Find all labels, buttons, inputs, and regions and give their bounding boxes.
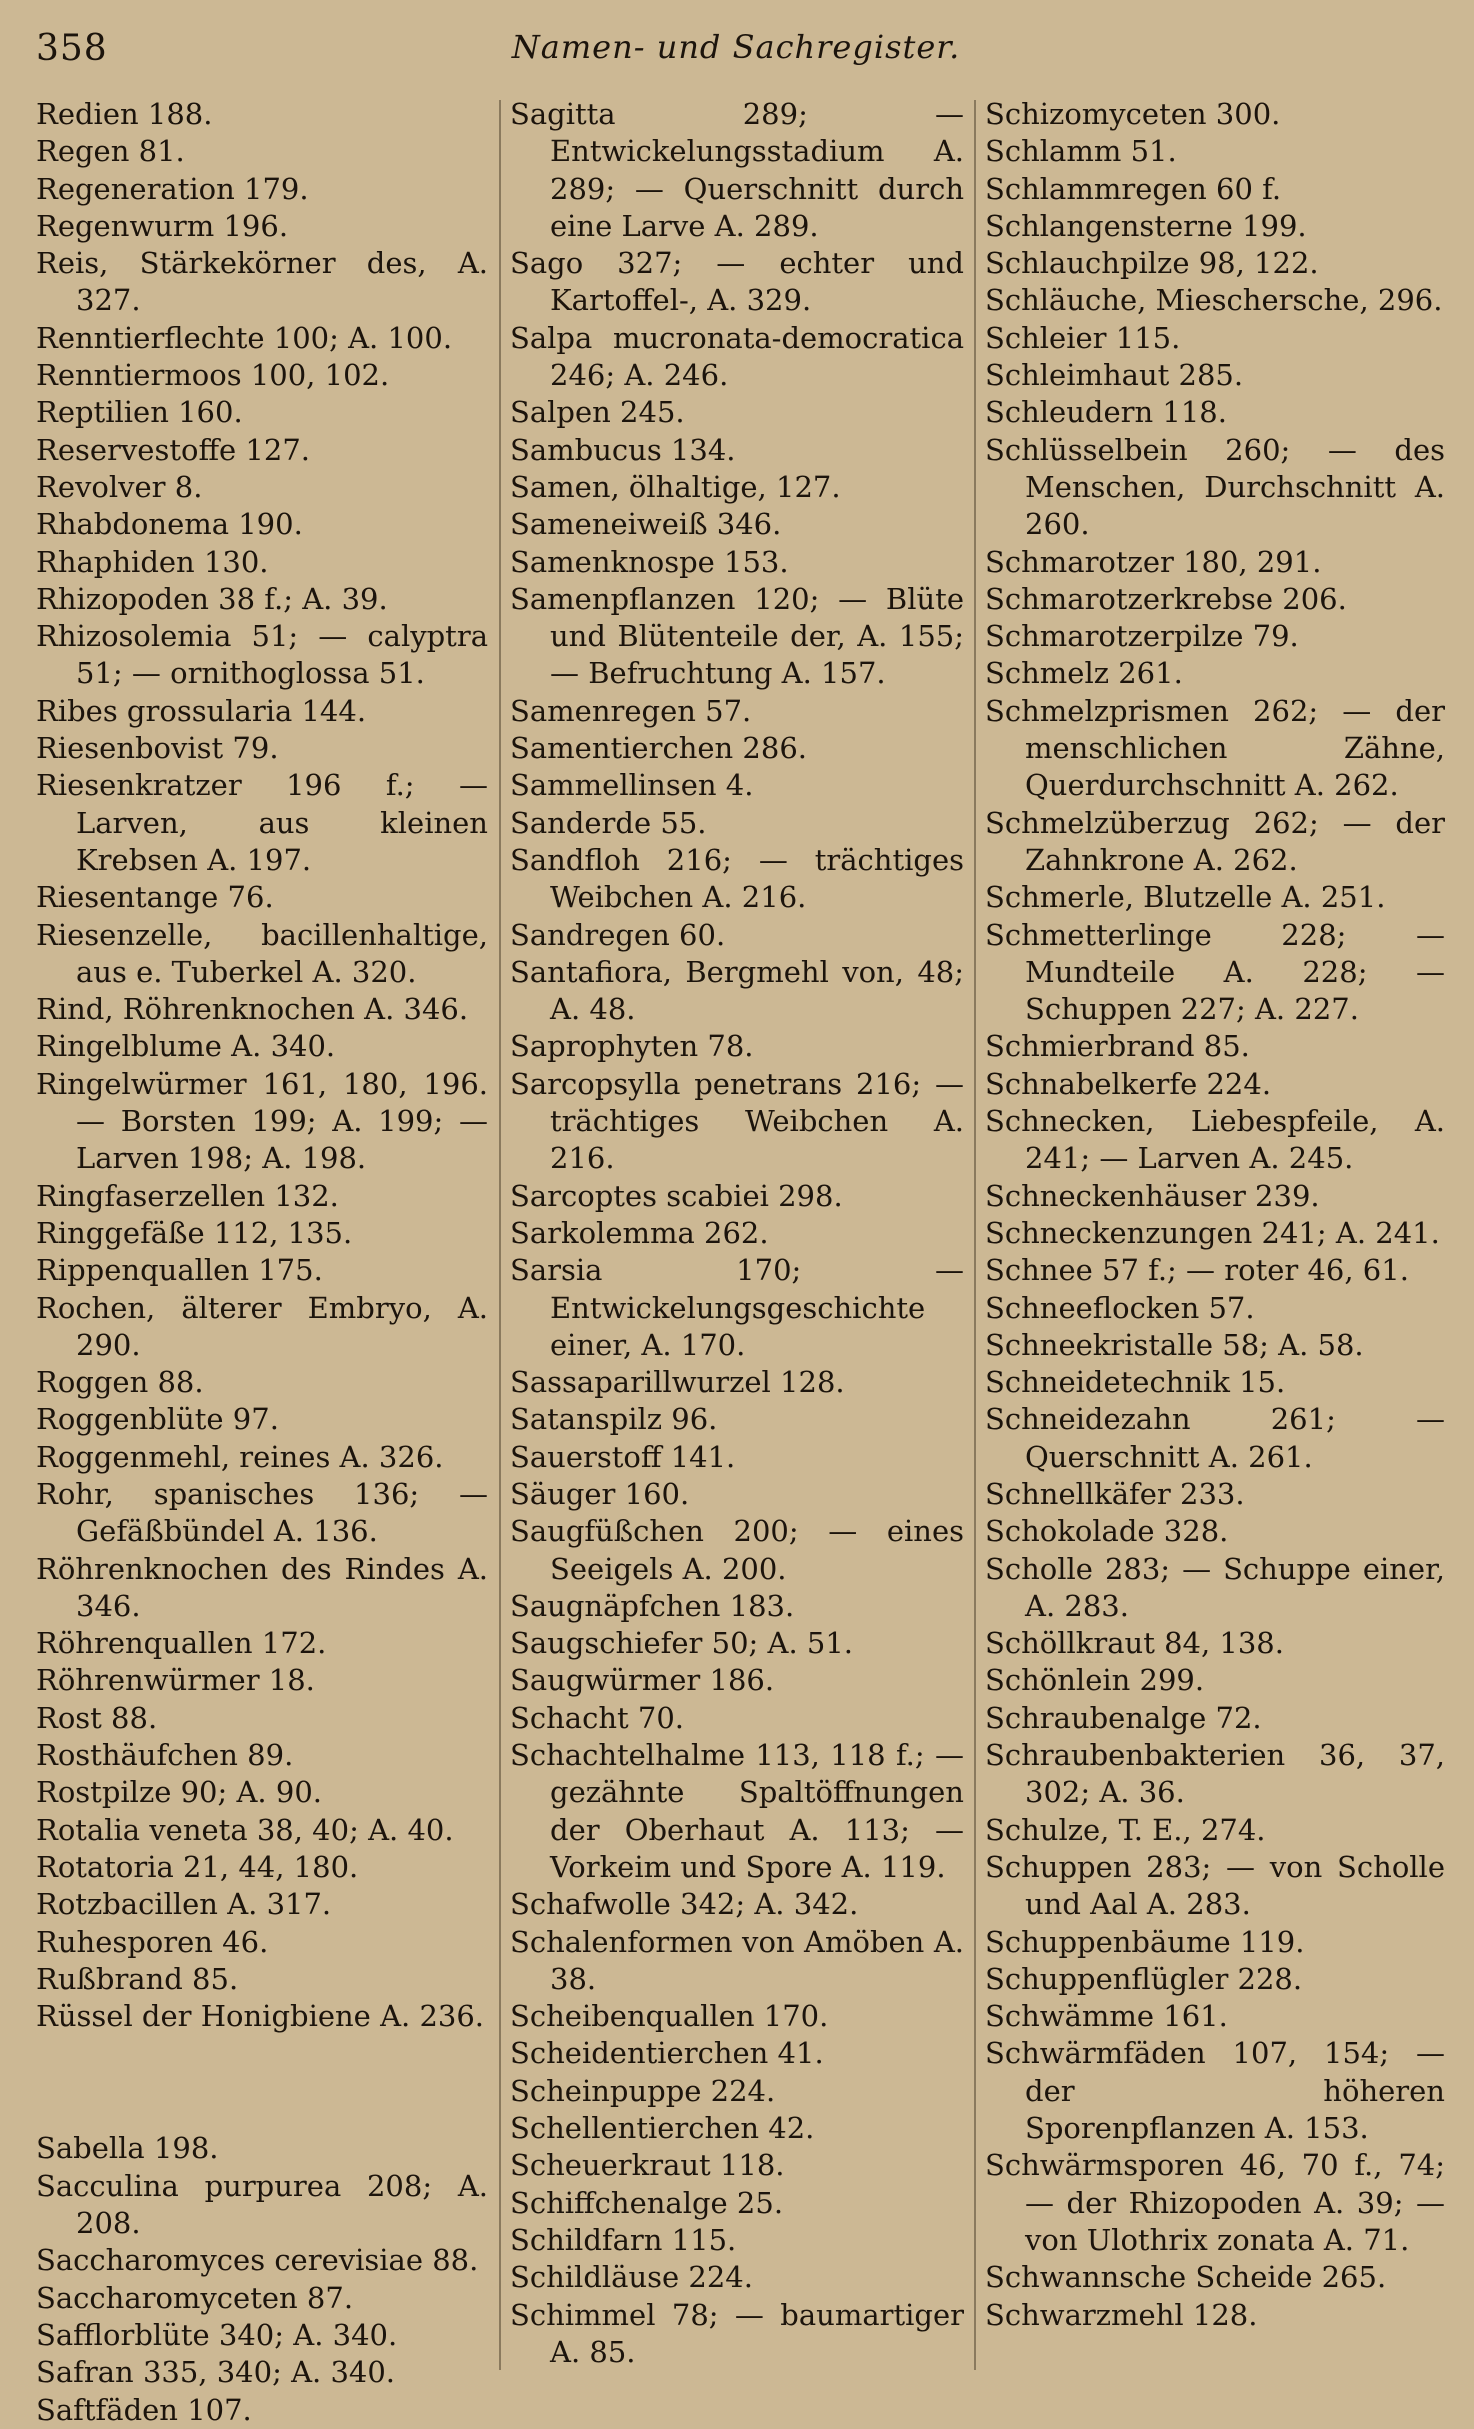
index-entry: Schleier 115. — [985, 320, 1181, 355]
page-header — [36, 28, 1436, 76]
index-entry: Revolver 8. — [36, 469, 203, 504]
index-entry: Schmarotzerkrebse 206. — [985, 581, 1347, 616]
index-entry: Schöllkraut 84, 138. — [985, 1626, 1284, 1661]
index-entry: Schafwolle 342; A. 342. — [510, 1887, 859, 1922]
index-entry: Reptilien 160. — [36, 395, 243, 430]
index-entry: Samenknospe 153. — [510, 544, 789, 579]
index-entry: Schneekristalle 58; A. 58. — [985, 1327, 1364, 1362]
index-column-3 — [985, 96, 1445, 2366]
index-entry: Schmierbrand 85. — [985, 1029, 1250, 1064]
index-entry: Ringelblume A. 340. — [36, 1029, 336, 1064]
index-entry: Redien 188. — [36, 97, 213, 131]
index-entry: Rotzbacillen A. 317. — [36, 1887, 332, 1922]
index-entry: Safflorblüte 340; A. 340. — [36, 2317, 398, 2352]
index-entry: Sabella 198. — [36, 2131, 219, 2166]
index-entry: Röhrenwürmer 18. — [36, 1663, 315, 1698]
index-entry: Sacculina purpurea 208; A. 208. — [36, 2168, 488, 2241]
index-entry: Sambucus 134. — [510, 432, 736, 467]
index-entry: Schuppenflügler 228. — [985, 1961, 1303, 1996]
index-entry: Sarcopsylla penetrans 216; — trächtiges Weibchen A. 216. — [510, 1066, 964, 1176]
index-entry: Sarcoptes scabiei 298. — [510, 1178, 843, 1213]
index-entry: Rost 88. — [36, 1700, 158, 1735]
running-title: Namen- und Sachregister. — [511, 28, 961, 66]
index-entry: Schraubenalge 72. — [985, 1700, 1262, 1735]
index-entry: Schildfarn 115. — [510, 2222, 737, 2257]
index-entry: Rhizosolemia 51; — calyptra 51; — ornithoglossa 51. — [36, 619, 488, 691]
index-entry: Reservestoffe 127. — [36, 432, 310, 467]
index-entry: Schleimhaut 285. — [985, 358, 1244, 393]
index-entry: Schiffchenalge 25. — [510, 2185, 784, 2220]
index-entry: Schnecken, Liebespfeile, A. 241; — Larven A. 245. — [985, 1104, 1445, 1176]
index-entry: Satanspilz 96. — [510, 1402, 718, 1437]
index-entry: Salpen 245. — [510, 395, 685, 430]
index-entry: Roggenblüte 97. — [36, 1402, 279, 1437]
index-entry: Santafiora, Bergmehl von, 48; A. 48. — [510, 954, 964, 1027]
index-entry: Schacht 70. — [510, 1700, 684, 1735]
index-entry: Schuppen 283; — von Scholle und Aal A. 283. — [985, 1849, 1445, 1922]
index-entry: Rohr, spanisches 136; — Gefäßbündel A. 136. — [36, 1476, 488, 1549]
index-entry: Rostpilze 90; A. 90. — [36, 1775, 322, 1810]
index-entry: Schmelz 261. — [985, 656, 1183, 691]
index-entry: Regeneration 179. — [36, 171, 309, 206]
index-entry: Schleudern 118. — [985, 395, 1227, 430]
index-entry: Rind, Röhrenknochen A. 346. — [36, 992, 469, 1027]
index-entry: Roggen 88. — [36, 1365, 204, 1400]
index-entry: Schwärmfäden 107, 154; — der höheren Sporenpflanzen A. 153. — [985, 2036, 1445, 2146]
index-entry: Reis, Stärkekörner des, A. 327. — [36, 246, 488, 318]
index-entry: Schraubenbakterien 36, 37, 302; A. 36. — [985, 1738, 1445, 1810]
index-entry: Schnellkäfer 233. — [985, 1476, 1245, 1511]
index-entry: Rüssel der Honigbiene A. 236. — [36, 1999, 485, 2034]
index-entry: Samentierchen 286. — [510, 731, 807, 766]
index-entry: Schneckenhäuser 239. — [985, 1178, 1320, 1213]
index-entry: Sagitta 289; — Entwickelungsstadium A. 289; — Querschnitt durch eine Larve A. 289. — [510, 97, 964, 243]
index-entry: Schneidezahn 261; — Querschnitt A. 261. — [985, 1402, 1445, 1474]
index-entry: Schalenformen von Amöben A. 38. — [510, 1924, 964, 1996]
column-divider — [499, 100, 501, 2370]
index-entry: Rhabdonema 190. — [36, 507, 303, 542]
index-entry: Ringfaserzellen 132. — [36, 1178, 339, 1213]
index-entry: Schnabelkerfe 224. — [985, 1066, 1272, 1101]
index-entry: Röhrenknochen des Rindes A. 346. — [36, 1551, 488, 1623]
index-entry: Schulze, T. E., 274. — [985, 1812, 1266, 1847]
page-number: 358 — [36, 28, 108, 69]
index-entry: Samenpflanzen 120; — Blüte und Blütenteile der, A. 155; — Befruchtung A. 157. — [510, 581, 964, 691]
index-entry: Scheidentierchen 41. — [510, 2036, 824, 2071]
index-entry: Rotatoria 21, 44, 180. — [36, 1849, 359, 1884]
index-entry: Ribes grossularia 144. — [36, 693, 367, 728]
index-entry: Sanderde 55. — [510, 805, 707, 840]
index-entry: Schizomyceten 300. — [985, 97, 1281, 131]
index-entry: Schildläuse 224. — [510, 2260, 753, 2295]
index-entry: Schläuche, Mieschersche, 296. — [985, 283, 1443, 318]
index-entry: Schmetterlinge 228; — Mundteile A. 228; — Schuppen 227; A. 227. — [985, 917, 1445, 1027]
index-entry: Schimmel 78; — baumartiger A. 85. — [510, 2297, 964, 2369]
index-entry: Scheinpuppe 224. — [510, 2073, 776, 2108]
index-entry: Rochen, älterer Embryo, A. 290. — [36, 1290, 488, 1362]
index-entry: Sarkolemma 262. — [510, 1215, 769, 1250]
index-entry: Saftfäden 107. — [36, 2392, 252, 2427]
index-column-1 — [36, 96, 488, 2427]
index-entry: Schnee 57 f.; — roter 46, 61. — [985, 1253, 1409, 1288]
index-entry: Sameneiweiß 346. — [510, 507, 782, 542]
index-entry: Samenregen 57. — [510, 693, 752, 728]
index-entry: Schlüsselbein 260; — des Menschen, Durchschnitt A. 260. — [985, 432, 1445, 542]
index-entry: Saccharomyceten 87. — [36, 2280, 354, 2315]
index-entry: Schellentierchen 42. — [510, 2111, 815, 2146]
index-entry: Schneckenzungen 241; A. 241. — [985, 1215, 1440, 1250]
index-entry: Ringelwürmer 161, 180, 196. — Borsten 199; A. 199; — Larven 198; A. 198. — [36, 1066, 488, 1176]
index-entry: Röhrenquallen 172. — [36, 1626, 327, 1661]
index-entry: Saugwürmer 186. — [510, 1663, 775, 1698]
index-entry: Ringgefäße 112, 135. — [36, 1215, 353, 1250]
index-entry: Regen 81. — [36, 134, 185, 169]
index-entry: Roggenmehl, reines A. 326. — [36, 1439, 444, 1474]
index-entry: Schönlein 299. — [985, 1663, 1205, 1698]
index-entry: Schuppenbäume 119. — [985, 1924, 1305, 1959]
index-entry: Schokolade 328. — [985, 1514, 1229, 1549]
index-entry: Rotalia veneta 38, 40; A. 40. — [36, 1812, 454, 1847]
index-entry: Rippenquallen 175. — [36, 1253, 323, 1288]
column-divider — [974, 100, 976, 2370]
index-entry: Schlamm 51. — [985, 134, 1177, 169]
index-entry: Schmelzprismen 262; — der menschlichen Zähne, Querdurchschnitt A. 262. — [985, 693, 1445, 803]
index-entry: Rosthäufchen 89. — [36, 1738, 294, 1773]
index-entry: Saugfüßchen 200; — eines Seeigels A. 200. — [510, 1514, 964, 1586]
index-entry: Renntiermoos 100, 102. — [36, 358, 390, 393]
index-entry: Schlangensterne 199. — [985, 208, 1307, 243]
index-entry: Salpa mucronata-democratica 246; A. 246. — [510, 320, 964, 393]
index-entry: Schmarotzerpilze 79. — [985, 619, 1299, 654]
index-entry: Riesenbovist 79. — [36, 731, 279, 766]
index-entry: Schneidetechnik 15. — [985, 1365, 1286, 1400]
index-entry: Riesentange 76. — [36, 880, 274, 915]
index-entry: Schmarotzer 180, 291. — [985, 544, 1322, 579]
index-entry: Schmerle, Blutzelle A. 251. — [985, 880, 1386, 915]
index-column-2 — [510, 96, 964, 2369]
index-entry: Schachtelhalme 113, 118 f.; — gezähnte Spaltöffnungen der Oberhaut A. 113; — Vorkeim und Spore A. 119. — [510, 1738, 964, 1884]
index-entry: Saprophyten 78. — [510, 1029, 754, 1064]
index-entry: Sauerstoff 141. — [510, 1439, 736, 1474]
index-entry: Schwärmsporen 46, 70 f., 74; — der Rhizopoden A. 39; — von Ulothrix zonata A. 71. — [985, 2148, 1445, 2257]
index-entry: Saccharomyces cerevisiae 88. — [36, 2243, 479, 2278]
index-entry: Sago 327; — echter und Kartoffel-, A. 329. — [510, 246, 964, 318]
index-entry: Rhizopoden 38 f.; A. 39. — [36, 581, 388, 616]
index-entry: Renntierflechte 100; A. 100. — [36, 320, 453, 355]
index-entry: Ruhesporen 46. — [36, 1924, 269, 1959]
index-entry: Riesenzelle, bacillenhaltige, aus e. Tuberkel A. 320. — [36, 917, 488, 989]
index-entry: Scheibenquallen 170. — [510, 1999, 829, 2034]
index-entry: Scheuerkraut 118. — [510, 2148, 785, 2183]
index-entry: Saugschiefer 50; A. 51. — [510, 1626, 854, 1661]
index-entry: Saugnäpfchen 183. — [510, 1588, 795, 1623]
index-entry: Regenwurm 196. — [36, 208, 289, 243]
index-entry: Schwannsche Scheide 265. — [985, 2260, 1387, 2295]
index-entry: Sandregen 60. — [510, 917, 726, 952]
index-entry: Samen, ölhaltige, 127. — [510, 469, 841, 504]
index-entry: Riesenkratzer 196 f.; — Larven, aus kleinen Krebsen A. 197. — [36, 768, 488, 877]
index-entry: Sassaparillwurzel 128. — [510, 1365, 845, 1400]
index-entry: Sandfloh 216; — trächtiges Weibchen A. 216. — [510, 842, 964, 915]
index-entry: Schlammregen 60 f. — [985, 171, 1282, 206]
index-entry: Sammellinsen 4. — [510, 768, 754, 803]
index-entry: Schmelzüberzug 262; — der Zahnkrone A. 262. — [985, 805, 1445, 877]
index-entry: Scholle 283; — Schuppe einer, A. 283. — [985, 1551, 1445, 1623]
index-entry: Safran 335, 340; A. 340. — [36, 2355, 396, 2390]
index-entry: Schwarzmehl 128. — [985, 2297, 1258, 2332]
index-entry: Schlauchpilze 98, 122. — [985, 246, 1319, 281]
section-gap — [36, 2064, 488, 2101]
index-entry: Schneeflocken 57. — [985, 1290, 1255, 1325]
index-entry: Rhaphiden 130. — [36, 544, 269, 579]
index-entry: Schwämme 161. — [985, 1999, 1228, 2034]
index-entry: Sarsia 170; — Entwickelungsgeschichte einer, A. 170. — [510, 1253, 964, 1362]
index-entry: Säuger 160. — [510, 1476, 690, 1511]
index-entry: Rußbrand 85. — [36, 1961, 239, 1996]
